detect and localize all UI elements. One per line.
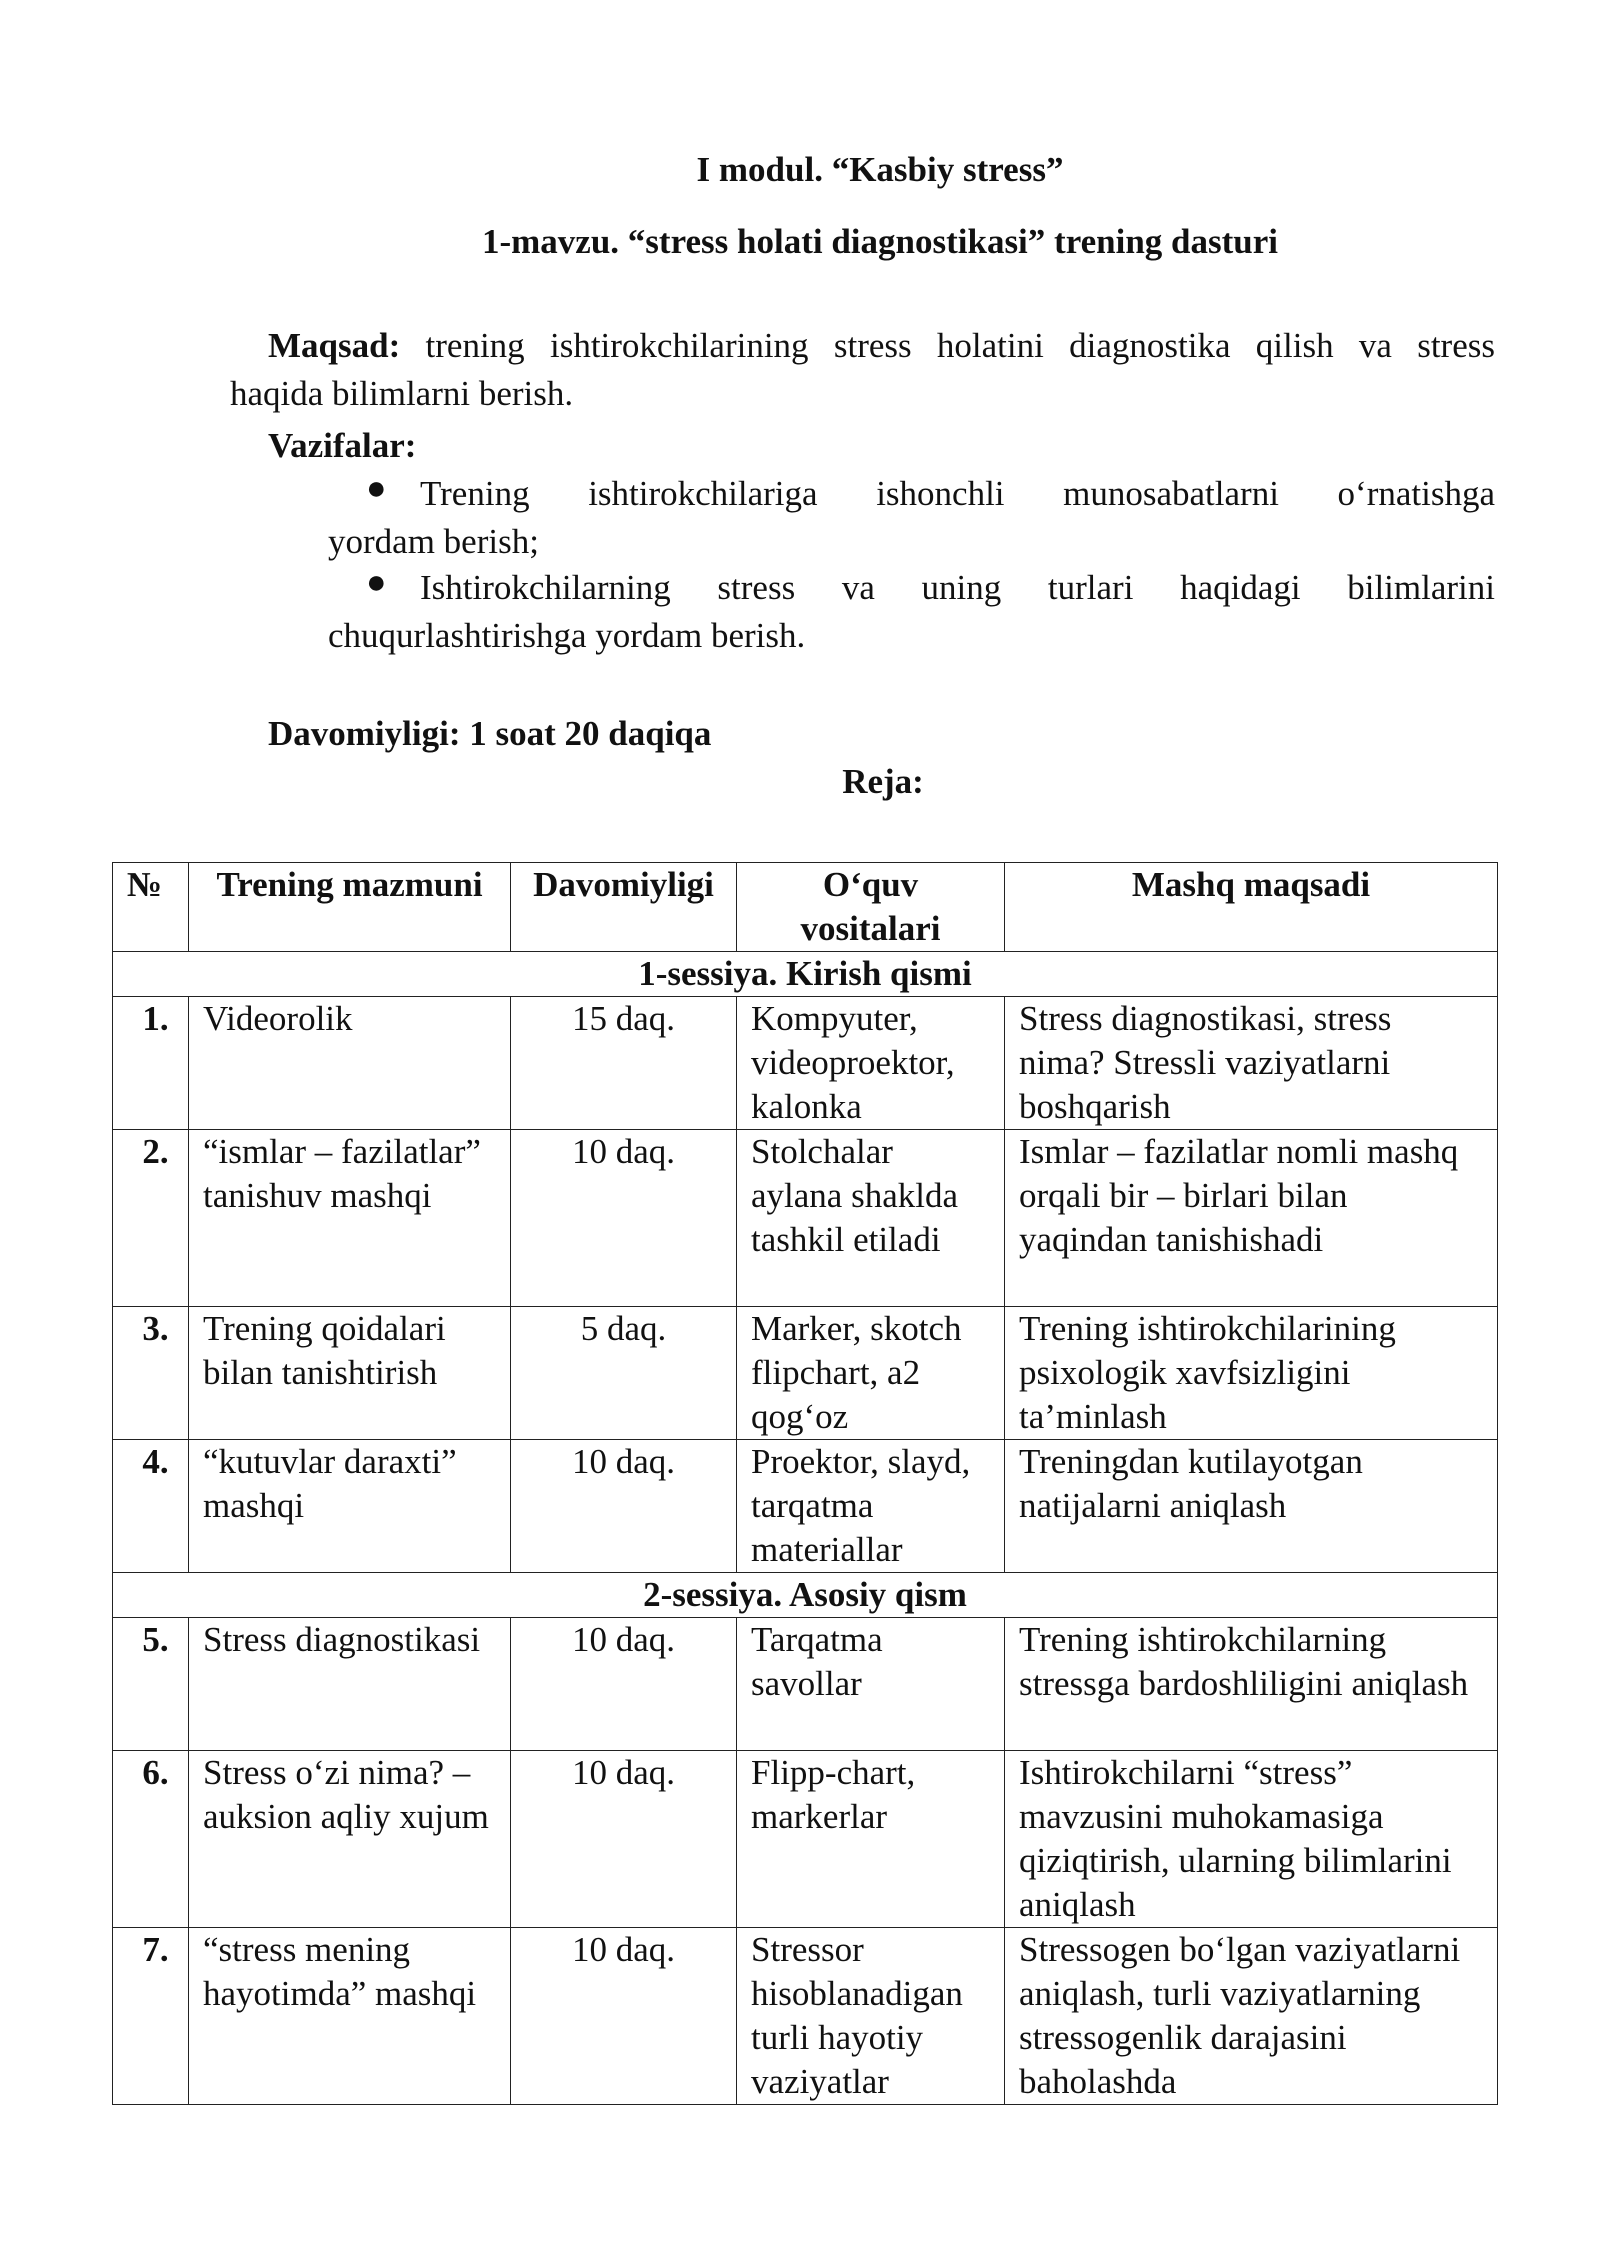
table-row bbox=[113, 1751, 1498, 1928]
goal-text-2: haqida bilimlarni berish. bbox=[230, 374, 574, 413]
task-2-line-1: Ishtirokchilarning stress va uning turlari haqidagi bilimlarini bbox=[420, 568, 1495, 607]
row-tools: Proektor, slayd, tarqatma materiallar bbox=[737, 1440, 1005, 1573]
goal-line-1 bbox=[268, 322, 1495, 370]
col-header-goal: Mashq maqsadi bbox=[1005, 863, 1498, 952]
plan-table bbox=[112, 862, 1498, 2105]
row-tools: Kompyuter, videoproektor, kalonka bbox=[737, 997, 1005, 1130]
task-1-line-1: Trening ishtirokchilariga ishonchli munosabatlarni o‘rnatishga bbox=[420, 474, 1495, 513]
row-duration: 10 daq. bbox=[511, 1618, 737, 1751]
tasks-label: Vazifalar: bbox=[268, 426, 417, 465]
goal-text-1: trening ishtirokchilarining stress holatini diagnostika qilish va stress bbox=[425, 326, 1495, 365]
row-number: 5. bbox=[113, 1618, 189, 1751]
row-number: 7. bbox=[113, 1928, 189, 2105]
row-duration: 10 daq. bbox=[511, 1440, 737, 1573]
row-goal: Ismlar – fazilatlar nomli mashq orqali bir – birlari bilan yaqindan tanishishadi bbox=[1005, 1130, 1498, 1307]
task-2-line-2: chuqurlashtirishga yordam berish. bbox=[328, 616, 806, 655]
row-tools: Stressor hisoblanadigan turli hayotiy vaziyatlar bbox=[737, 1928, 1005, 2105]
table-row bbox=[113, 1928, 1498, 2105]
duration-text: Davomiyligi: 1 soat 20 daqiqa bbox=[268, 714, 712, 753]
session-2-title: 2-sessiya. Asosiy qism bbox=[113, 1573, 1498, 1618]
row-duration: 15 daq. bbox=[511, 997, 737, 1130]
row-tools: Tarqatma savollar bbox=[737, 1618, 1005, 1751]
session-row bbox=[113, 952, 1498, 997]
row-content: Stress diagnostikasi bbox=[189, 1618, 511, 1751]
row-goal: Trening ishtirokchilarning stressga bardoshliligini aniqlash bbox=[1005, 1618, 1498, 1751]
row-content: “kutuvlar daraxti” mashqi bbox=[189, 1440, 511, 1573]
row-duration: 5 daq. bbox=[511, 1307, 737, 1440]
table-header-row bbox=[113, 863, 1498, 952]
table-row bbox=[113, 1440, 1498, 1573]
row-number: 6. bbox=[113, 1751, 189, 1928]
row-goal: Stressogen bo‘lgan vaziyatlarni aniqlash, turli vaziyatlarning stressogenlik darajasini baholashda bbox=[1005, 1928, 1498, 2105]
module-title: I modul. “Kasbiy stress” bbox=[696, 150, 1064, 189]
goal-label: Maqsad: bbox=[268, 326, 401, 365]
col-header-number: № bbox=[113, 863, 189, 952]
col-header-tools: O‘quv vositalari bbox=[737, 863, 1005, 952]
row-content: Stress o‘zi nima? – auksion aqliy xujum bbox=[189, 1751, 511, 1928]
row-number: 1. bbox=[113, 997, 189, 1130]
bullet-icon: ● bbox=[366, 470, 387, 507]
table-row bbox=[113, 1130, 1498, 1307]
row-goal: Trening ishtirokchilarining psixologik xavfsizligini ta’minlash bbox=[1005, 1307, 1498, 1440]
row-goal: Ishtirokchilarni “stress” mavzusini muhokamasiga qiziqtirish, ularning bilimlarini aniqlash bbox=[1005, 1751, 1498, 1928]
table-row bbox=[113, 1307, 1498, 1440]
row-content: Trening qoidalari bilan tanishtirish bbox=[189, 1307, 511, 1440]
topic-title: 1-mavzu. “stress holati diagnostikasi” trening dasturi bbox=[481, 222, 1278, 261]
session-row bbox=[113, 1573, 1498, 1618]
row-number: 3. bbox=[113, 1307, 189, 1440]
row-tools: Stolchalar aylana shaklda tashkil etiladi bbox=[737, 1130, 1005, 1307]
row-number: 4. bbox=[113, 1440, 189, 1573]
row-content: “stress mening hayotimda” mashqi bbox=[189, 1928, 511, 2105]
row-goal: Treningdan kutilayotgan natijalarni aniqlash bbox=[1005, 1440, 1498, 1573]
row-content: “ismlar – fazilatlar” tanishuv mashqi bbox=[189, 1130, 511, 1307]
bullet-icon: ● bbox=[366, 564, 387, 601]
plan-label: Reja: bbox=[842, 762, 924, 801]
row-tools: Flipp-chart, markerlar bbox=[737, 1751, 1005, 1928]
col-header-content: Trening mazmuni bbox=[189, 863, 511, 952]
task-1-line-2: yordam berish; bbox=[328, 522, 539, 561]
row-goal: Stress diagnostikasi, stress nima? Stressli vaziyatlarni boshqarish bbox=[1005, 997, 1498, 1130]
row-duration: 10 daq. bbox=[511, 1130, 737, 1307]
table-row bbox=[113, 1618, 1498, 1751]
row-content: Videorolik bbox=[189, 997, 511, 1130]
row-duration: 10 daq. bbox=[511, 1928, 737, 2105]
row-duration: 10 daq. bbox=[511, 1751, 737, 1928]
session-1-title: 1-sessiya. Kirish qismi bbox=[113, 952, 1498, 997]
row-tools: Marker, skotch flipchart, a2 qog‘oz bbox=[737, 1307, 1005, 1440]
table-row bbox=[113, 997, 1498, 1130]
row-number: 2. bbox=[113, 1130, 189, 1307]
col-header-duration: Davomiyligi bbox=[511, 863, 737, 952]
